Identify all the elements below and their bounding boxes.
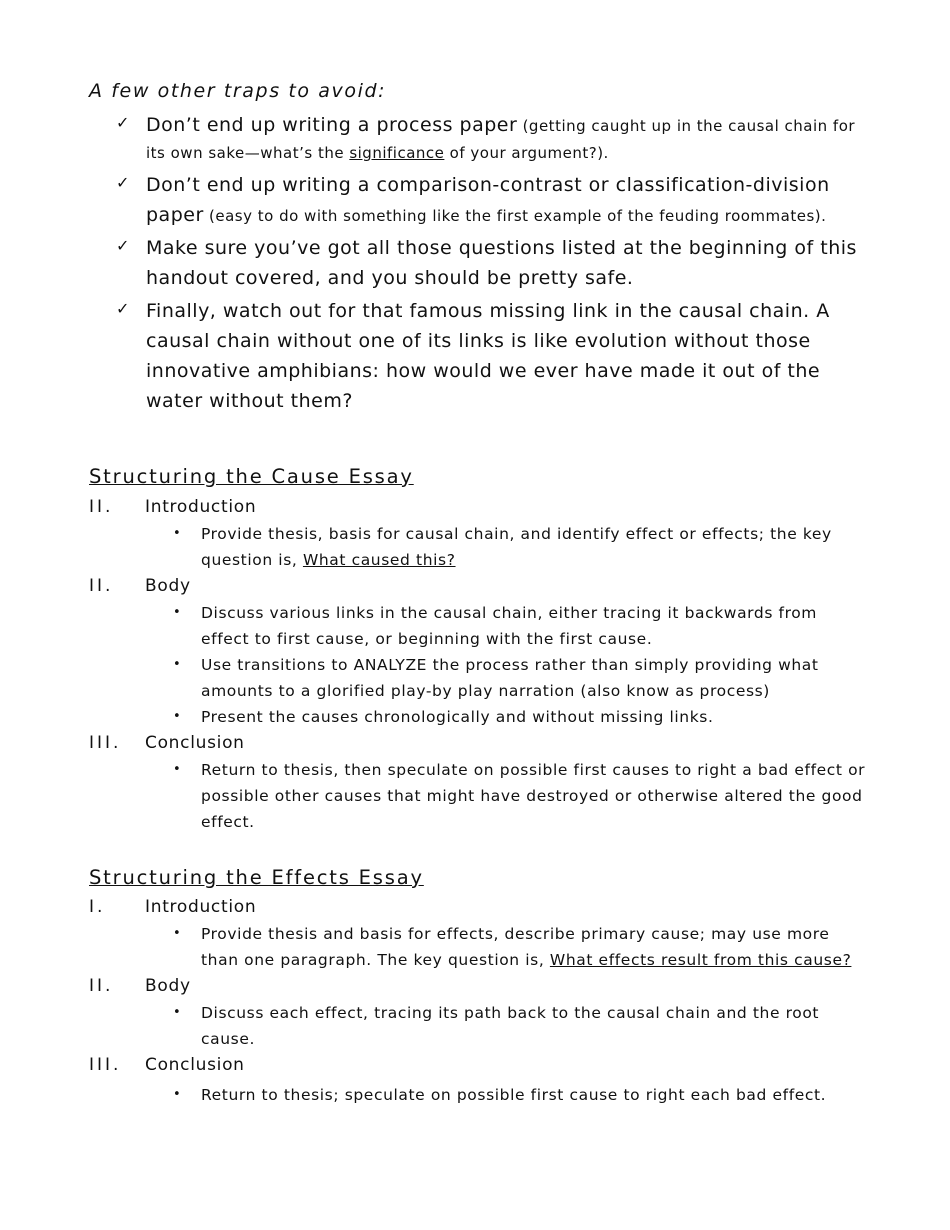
- list-item: • Use transitions to ANALYZE the process rather than simply providing what amounts to a glorified play-by play narration (also know as process): [89, 652, 869, 704]
- bullet-icon: •: [173, 605, 182, 620]
- trap-note: of your argument?).: [444, 144, 609, 162]
- checkmark-icon: ✓: [116, 173, 130, 192]
- outline-numeral: II.: [89, 976, 114, 996]
- outline-label: Conclusion: [145, 733, 245, 753]
- list-item: • Return to thesis; speculate on possible first cause to right each bad effect.: [89, 1082, 869, 1108]
- outline-numeral: III.: [89, 1055, 122, 1075]
- outline-heading-introduction: [89, 894, 869, 921]
- outline-heading-conclusion: [89, 1052, 869, 1079]
- bullet-icon: •: [173, 926, 182, 941]
- bullet-list: [89, 521, 869, 573]
- list-item: • Present the causes chronologically and without missing links.: [89, 704, 869, 730]
- cause-outline: [89, 494, 869, 835]
- outline-label: Introduction: [145, 897, 257, 917]
- bullet-icon: •: [173, 657, 182, 672]
- checkmark-icon: ✓: [116, 113, 130, 132]
- list-item: • Provide thesis, basis for causal chain, and identify effect or effects; the key question is, What caused this?: [89, 521, 869, 573]
- list-item: • Discuss various links in the causal chain, either tracing it backwards from effect to first cause, or beginning with the first cause.: [89, 600, 869, 652]
- bullet-list: [89, 1082, 869, 1108]
- effects-section-title: Structuring the Effects Essay: [89, 866, 424, 889]
- bullet-list: [89, 1000, 869, 1052]
- list-item: • Return to thesis, then speculate on possible first causes to right a bad effect or possible other causes that might have destroyed or otherwise altered the good effect.: [89, 757, 869, 835]
- trap-text: Don’t end up writing a comparison-contrast or classification-division paper: [146, 174, 830, 226]
- bullet-icon: •: [173, 1005, 182, 1020]
- outline-heading-body: [89, 973, 869, 1000]
- checkmark-icon: ✓: [116, 236, 130, 255]
- trap-note: (easy to do with something like the first example of the feuding roommates).: [203, 207, 827, 225]
- outline-heading-introduction: [89, 494, 869, 521]
- bullet-list: [89, 600, 869, 730]
- trap-item: [116, 170, 866, 230]
- outline-numeral: II.: [89, 576, 114, 596]
- trap-item: [116, 110, 866, 167]
- outline-numeral: II.: [89, 497, 114, 517]
- trap-text: Make sure you’ve got all those questions listed at the beginning of this handout covered, and you should be pretty safe.: [146, 237, 857, 289]
- list-item: • Provide thesis and basis for effects, describe primary cause; may use more than one paragraph. The key question is, What effects result from this cause?: [89, 921, 869, 973]
- trap-item: [116, 233, 866, 293]
- outline-heading-body: [89, 573, 869, 600]
- traps-list: [116, 110, 866, 419]
- checkmark-icon: ✓: [116, 299, 130, 318]
- cause-section-title: Structuring the Cause Essay: [89, 465, 414, 488]
- trap-item: [116, 296, 866, 416]
- bullet-list: [89, 921, 869, 973]
- trap-text: Don’t end up writing a process paper: [146, 114, 518, 136]
- trap-text: Finally, watch out for that famous missing link in the causal chain. A causal chain without one of its links is like evolution without those innovative amphibians: how would we ever have made it out of the water without them?: [146, 300, 830, 412]
- bullet-list: [89, 757, 869, 835]
- bullet-icon: •: [173, 762, 182, 777]
- bullet-icon: •: [173, 709, 182, 724]
- effects-outline: [89, 894, 869, 1108]
- outline-label: Body: [145, 576, 191, 596]
- outline-label: Conclusion: [145, 1055, 245, 1075]
- bullet-icon: •: [173, 1087, 182, 1102]
- key-question: What caused this?: [302, 551, 456, 569]
- bullet-icon: •: [173, 526, 182, 541]
- trap-note-emphasis: significance: [349, 144, 445, 162]
- outline-numeral: III.: [89, 733, 122, 753]
- outline-heading-conclusion: [89, 730, 869, 757]
- outline-numeral: I.: [89, 897, 106, 917]
- key-question: What effects result from this cause?: [549, 951, 852, 969]
- list-item: • Discuss each effect, tracing its path back to the causal chain and the root cause.: [89, 1000, 869, 1052]
- outline-label: Introduction: [145, 497, 257, 517]
- traps-heading: A few other traps to avoid:: [89, 80, 387, 102]
- outline-label: Body: [145, 976, 191, 996]
- trap-note: (getting caught up in the causal chain for its own sake—what’s the: [146, 117, 856, 162]
